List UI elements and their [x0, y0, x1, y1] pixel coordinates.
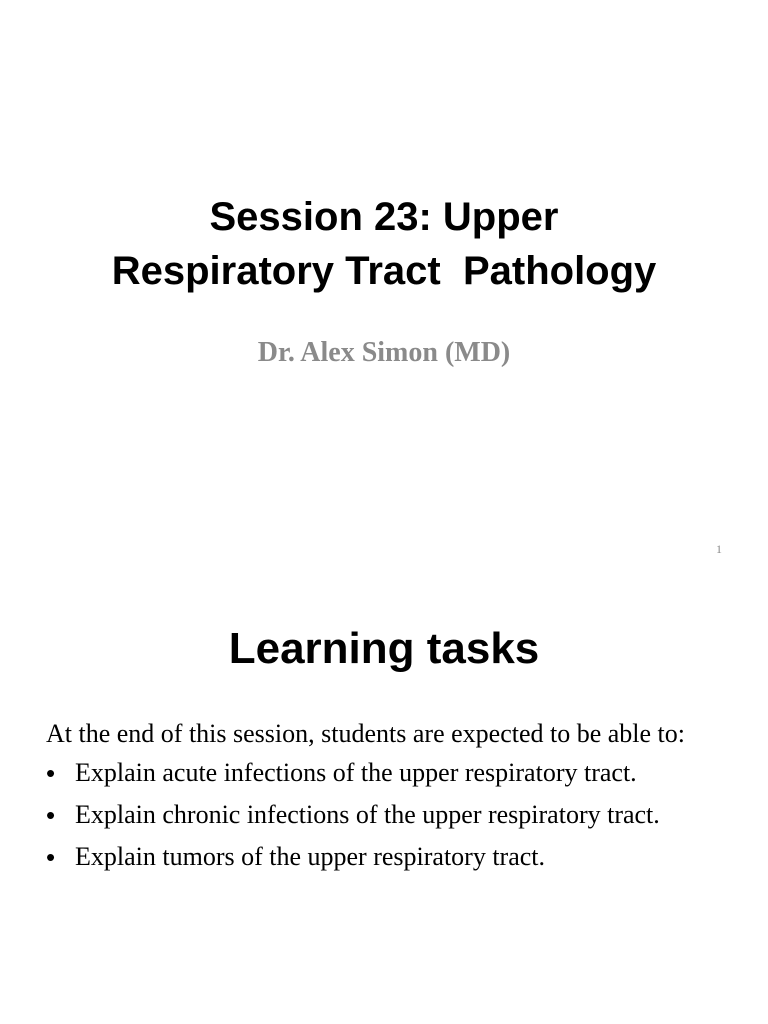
slide-title: Learning tasks [228, 624, 540, 673]
list-item-text: Explain chronic infections of the upper respiratory tract. [75, 800, 660, 829]
bullet-icon: • [46, 800, 56, 830]
presenter-name: Dr. Alex Simon (MD) [257, 337, 511, 368]
list-item-text: Explain tumors of the upper respiratory tract. [75, 842, 546, 871]
slide-number: 1 [716, 542, 722, 556]
list-item [46, 840, 736, 874]
intro-text: At the end of this session, students are expected to be able to: [46, 719, 686, 748]
list-item [46, 756, 736, 790]
slide-title-line: Respiratory Tract Pathology [111, 249, 657, 293]
learning-tasks-list [46, 756, 736, 874]
slide-title [0, 190, 768, 298]
learning-tasks-slide [0, 576, 768, 1024]
bullet-icon: • [46, 842, 56, 872]
list-item-text: Explain acute infections of the upper respiratory tract. [75, 758, 637, 787]
list-item [46, 798, 736, 832]
slide-body [46, 716, 736, 882]
bullet-icon: • [46, 758, 56, 788]
slide-title-line: Session 23: Upper [209, 195, 559, 239]
